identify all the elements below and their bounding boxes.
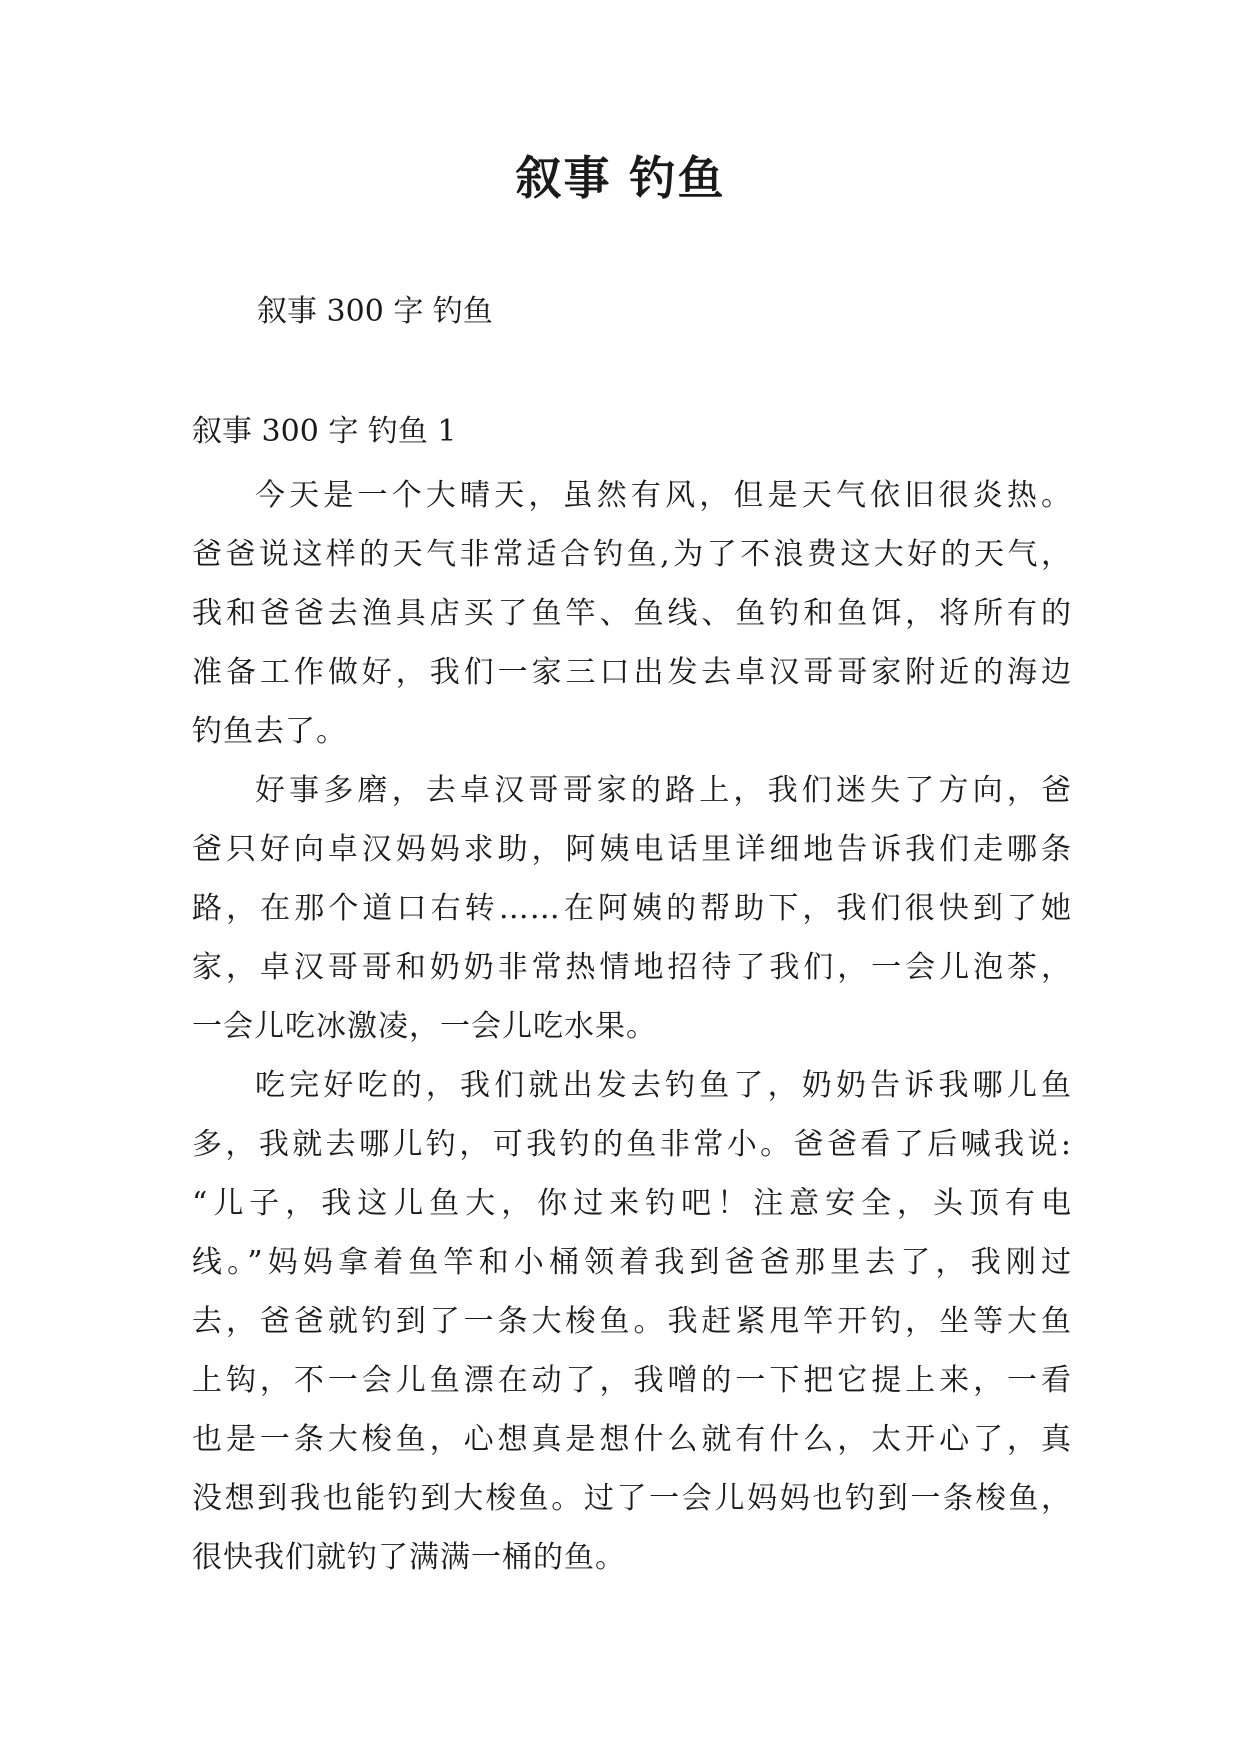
section-heading: 叙事 300 字 钓鱼 1 <box>192 414 457 449</box>
body-text <box>192 466 1072 1587</box>
text-line: 很快我们就钓了满满一桶的鱼。 <box>192 1540 626 1575</box>
paragraph-2 <box>192 761 1072 1056</box>
text-line: 上钩，不一会儿鱼漂在动了，我噌的一下把它提上来，一看 <box>192 1363 1072 1398</box>
text-line: 没想到我也能钓到大梭鱼。过了一会儿妈妈也钓到一条梭鱼， <box>192 1481 1072 1516</box>
text-line: 也是一条大梭鱼，心想真是想什么就有什么，太开心了，真 <box>192 1422 1072 1457</box>
text-line: 钓鱼去了。 <box>192 714 347 749</box>
text-line: 我和爸爸去渔具店买了鱼竿、鱼线、鱼钓和鱼饵，将所有的 <box>192 596 1072 631</box>
text-line: 路，在那个道口右转……在阿姨的帮助下，我们很快到了她 <box>192 891 1072 926</box>
text-line: 爸只好向卓汉妈妈求助，阿姨电话里详细地告诉我们走哪条 <box>192 832 1072 867</box>
text-line: 吃完好吃的，我们就出发去钓鱼了，奶奶告诉我哪儿鱼 <box>255 1068 1072 1103</box>
text-line: 今天是一个大晴天，虽然有风，但是天气依旧很炎热。 <box>255 478 1072 513</box>
text-line: 多，我就去哪儿钓，可我钓的鱼非常小。爸爸看了后喊我说: <box>192 1127 1072 1162</box>
text-line: 家，卓汉哥哥和奶奶非常热情地招待了我们，一会儿泡茶， <box>192 950 1072 985</box>
text-line: “儿子，我这儿鱼大，你过来钓吧！注意安全，头顶有电 <box>192 1186 1072 1221</box>
text-line: 去，爸爸就钓到了一条大梭鱼。我赶紧甩竿开钓，坐等大鱼 <box>192 1304 1072 1339</box>
text-line: 爸爸说这样的天气非常适合钓鱼,为了不浪费这大好的天气， <box>192 537 1072 572</box>
document-subtitle: 叙事 300 字 钓鱼 <box>257 294 493 329</box>
text-line: 准备工作做好，我们一家三口出发去卓汉哥哥家附近的海边 <box>192 655 1072 690</box>
paragraph-3 <box>192 1056 1072 1587</box>
paragraph-1 <box>192 466 1072 761</box>
text-line: 一会儿吃冰激凌，一会儿吃水果。 <box>192 1009 657 1044</box>
document-title: 叙事 钓鱼 <box>515 151 726 205</box>
text-line: 线。”妈妈拿着鱼竿和小桶领着我到爸爸那里去了，我刚过 <box>192 1245 1072 1280</box>
text-line: 好事多磨，去卓汉哥哥家的路上，我们迷失了方向，爸 <box>255 773 1072 808</box>
